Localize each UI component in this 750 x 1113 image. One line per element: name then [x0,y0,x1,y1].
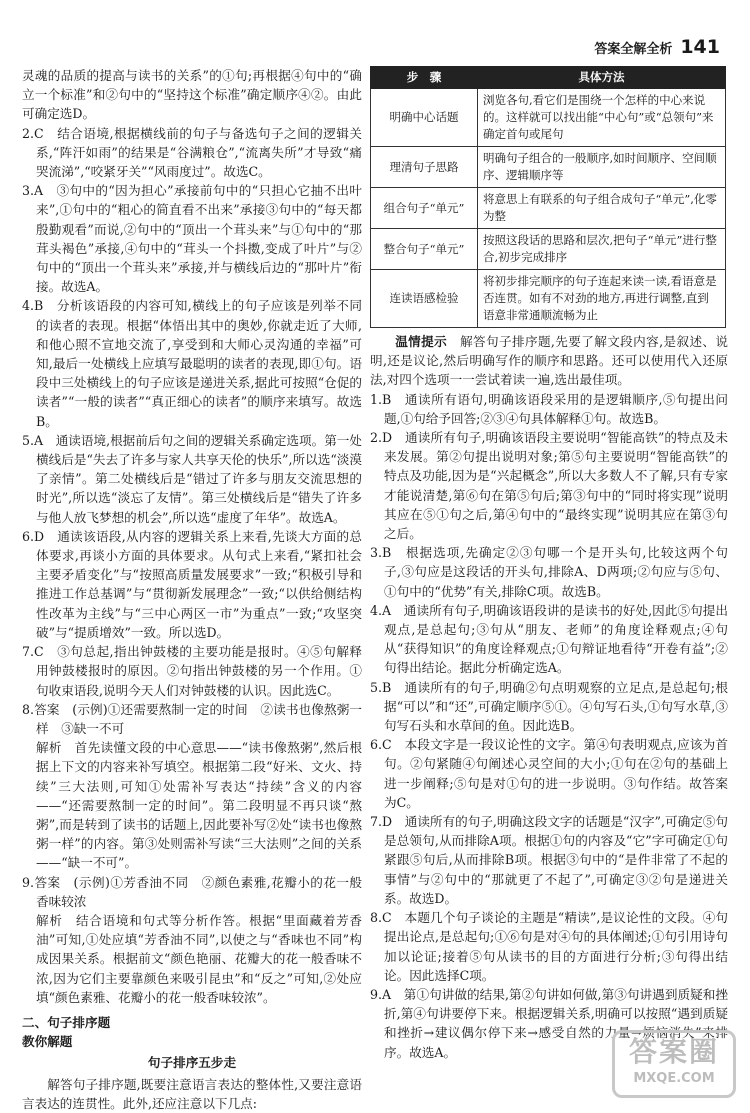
table-row [371,270,726,328]
method-heading: 句子排序五步走 [147,1055,237,1071]
subsection-label: 教你解题 [22,1034,73,1050]
tip-paragraph [370,332,728,390]
page-header [0,0,750,62]
steps-table [370,66,726,328]
answer-9-analysis: 解析 结合语境和句式等分析作答。根据“里面藏着芳香油”可知,①处应填“芳香油不同”,以使之与“香味也不同”构成因果关系。根据前文“颜色艳丽、花瓣大的花一般香味不浓,因为它们主要靠颜色来吸引昆虫”和“反之”可知,②处应填“颜色素雅、花瓣小的花一般香味较浓”。 [36,912,362,1005]
method-cell: 浏览各句,看它们是围绕一个怎样的中心来说的。这样就可以找出能“中心句”或“总领句”来确定首句或尾句 [478,89,726,147]
method-cell: 将初步排完顺序的句子连起来读一读,看语意是否连贯。如有不对劲的地方,再进行调整,直到语意非常通顺流畅为止 [478,270,726,328]
sort-answer-7: 7.D 通读所有的句子,明确这段文字的话题是“汉字”,可确定⑤句是总领句,从而排除A项。根据①句的内容及“它”字可确定①句紧跟⑤句后,从而排除B项。根据③句中的“是件非常了不起的事情”与②句中的“那就更了不起了”,可确定③②句是递进关系。故选D。 [370,814,728,906]
step-cell: 明确中心话题 [371,89,478,147]
step-cell: 整合句子“单元” [371,229,478,270]
sort-answer-4: 4.A 通读所有句子,明确该语段讲的是读书的好处,因此⑤句提出观点,是总起句;③句从“朋友、老师”的角度诠释观点;④句从“获得知识”的角度诠释观点;①句辩证地看待“开卷有益”;②句得出结论。据此分析确定选A。 [370,602,728,676]
table-header-step: 步 骤 [371,67,478,89]
header-title: 答案全解全析 [594,42,673,57]
left-column [22,66,362,1111]
answer-9: 9.答案 (示例)①芳香油不同 ②颜色素雅,花瓣小的花一般香味较浓 [22,874,362,909]
answer-8: 8.答案 (示例)①还需要熬制一定的时间 ②读书也像熬粥一样 ③缺一不可 [22,701,362,736]
tip-label: 温情提示 [395,334,448,349]
answer-8-analysis: 解析 首先读懂文段的中心意思——“读书像熬粥”,然后根据上下文的内容来补写填空。根据第二段“好米、文火、持续”三大法则,可知①处需补写表达“持续”含义的内容——“还需要熬制一定的时间”。第二段明显不再只谈“熬粥”,而是转到了读书的话题上,因此要补写②处“读书也像熬粥一样”的内容。第③处则需补写读“三大法则”之间的关系——“缺一不可”。 [36,740,362,871]
sort-answer-6: 6.C 本段文字是一段议论性的文字。第④句表明观点,应该为首句。②句紧随④句阐述心灵空间的大小;①句在②句的基础上进一步阐释;⑤句是对①句的进一步说明。③句作结。故答案为C。 [370,737,728,810]
step-cell: 理清句子思路 [371,147,478,188]
watermark-url: MXQE.COM [633,1071,715,1086]
answer-6: 6.D 通读该语段,从内容的逻辑关系上来看,先谈大方面的总体要求,再谈小方面的具体要求。从句式上来看,“紧扣社会主要矛盾变化”与“按照高质量发展要求”一致;“积极引导和推进工作总基调”与“贯彻新发展理念”一致;“以供给侧结构性改革为主线”与“三中心两区一市”为重点”一致;“攻坚突破”与“提质增效”一致。所以选D。 [22,528,362,640]
method-cell: 明确句子组合的一般顺序,如时间顺序、空间顺序、逻辑顺序等 [478,147,726,188]
sort-answer-8: 8.C 本题几个句子谈论的主题是“精读”,是议论性的文段。④句提出论点,是总起句;①⑥句是对④句的具体阐述;①句引用诗句加以论证;接着⑤句从读书的目的方面进行分析;③句得出结论。因此选择C项。 [370,910,728,983]
sort-answer-3: 3.B 根据选项,先确定②③句哪一个是开头句,比较这两个句子,③句应是这段话的开头句,排除A、D两项;②句应与⑤句、①句中的“优势”有关,排除C项。故选B。 [370,545,728,599]
sort-answer-9: 9.A 第①句讲做的结果,第②句讲如何做,第③句讲遇到质疑和挫折,第④句讲要停下来。根据逻辑关系,明确可以按照“遇到质疑和挫折→建议偶尔停下来→感受自然的力量→烦恼消失”来排序。故选A。 [370,986,728,1060]
sort-answer-5: 5.B 通读所有的句子,明确②句点明观察的立足点,是总起句;根据“可以”和“还”,可确定顺序⑤①。④句写石头,①句写水草,③句写石头和水草间的鱼。因此选B。 [370,679,728,734]
sort-answer-1: 1.B 通读所有语句,明确该语段采用的是逻辑顺序,⑤句提出问题,①句给予回答;②③④句具体解释①句。故选B。 [370,391,728,426]
answer-3: 3.A ③句中的“因为担心”承接前句中的“只担心它抽不出叶来”,①句中的“粗心的简直看不出来”承接③句中的“每天都殷勤观看”而说,②句中的“顶出一个茸头来”与①句中的“那茸头褐色”承接,④句中的“茸头一个抖擞,变成了叶片”与②句中的“顶出一个茸头来”承接,并与横线后边的“那叶片”衔接。故选A。 [22,183,362,295]
table-row [371,188,726,229]
answer-2: 2.C 结合语境,根据横线前的句子与备选句子之间的逻辑关系,“阵汗如雨”的结果是“谷满粮仓”,“流离失所”才导致“痛哭流涕”,“咬紧牙关”“风雨度过”。故选C。 [22,125,362,180]
method-cell: 按照这段话的思路和层次,把句子“单元”进行整合,初步完成排序 [478,229,726,270]
step-cell: 连读语感检验 [371,270,478,328]
table-row [371,229,726,270]
table-row [371,89,726,147]
method-intro: 解答句子排序题,既要注意语言表达的整体性,又要注意语言表达的连贯性。此外,还应注意以下几点: [22,1076,362,1111]
tip-text: 解答句子排序题,先要了解文段内容,是叙述、说明,还是议论,然后明确写作的顺序和思路。还可以使用代入还原法,对四个选项一一尝试着读一遍,选出最佳项。 [370,334,728,388]
method-cell: 将意思上有联系的句子组合成句子“单元”,化零为整 [478,188,726,229]
page-number: 141 [680,36,720,58]
step-cell: 组合句子“单元” [371,188,478,229]
watermark-text: 答案圈 [628,1035,719,1068]
answer-7: 7.C ③句总起,指出钟鼓楼的主要功能是报时。④⑤句解释用钟鼓楼报时的原因。②句指出钟鼓楼的另一个作用。①句收束语段,说明今天人们对钟鼓楼的认识。因此选C。 [22,644,362,698]
watermark-logo [612,1030,736,1098]
answer-1-continued: 灵魂的品质的提高与读书的关系”的①句;再根据④句中的“确立一个标准”和②句中的“坚持这个标准”确定顺序④②。由此可确定选D。 [22,68,362,122]
sort-answer-2: 2.D 通读所有句子,明确该语段主要说明“智能高铁”的特点及未来发展。第②句提出说明对象;第⑤句主要说明“智能高铁”的特点及功能,因为是“兴起概念”,所以大多数人不了解,只有专家才能说清楚,第⑥句在第⑤句后;第③句中的“同时将实现”说明其应在⑤①句之后,第④句中的“最终实现”说明其应在第③句之后。 [370,430,728,542]
table-header-method: 具体方法 [478,67,726,89]
answer-4: 4.B 分析该语段的内容可知,横线上的句子应该是列举不同的读者的表现。根据“体悟出其中的奥妙,你就走近了大师,和他心照不宣地交流了,享受到和大师心灵沟通的幸福”可知,最后一处横线上应填写最聪明的读者的表现,即①句。语段中三处横线上的句子应该是递进关系,据此可按照“仓促的读者”“一般的读者”“真正细心的读者”的顺序来填写。故选B。 [22,298,362,429]
table-row [371,147,726,188]
right-column [370,66,728,1096]
section-title: 二、句子排序题 [22,1014,111,1030]
answer-5: 5.A 通读语境,根据前后句之间的逻辑关系确定选项。第一处横线后是“失去了许多与家人共享天伦的快乐”,所以选“淡漠了亲情”。第二处横线后是“错过了许多与朋友交流思想的时光”,所以选“淡忘了友情”。第三处横线后是“错失了许多与他人放飞梦想的机会”,所以选“虚度了年华”。故选A。 [22,432,362,525]
